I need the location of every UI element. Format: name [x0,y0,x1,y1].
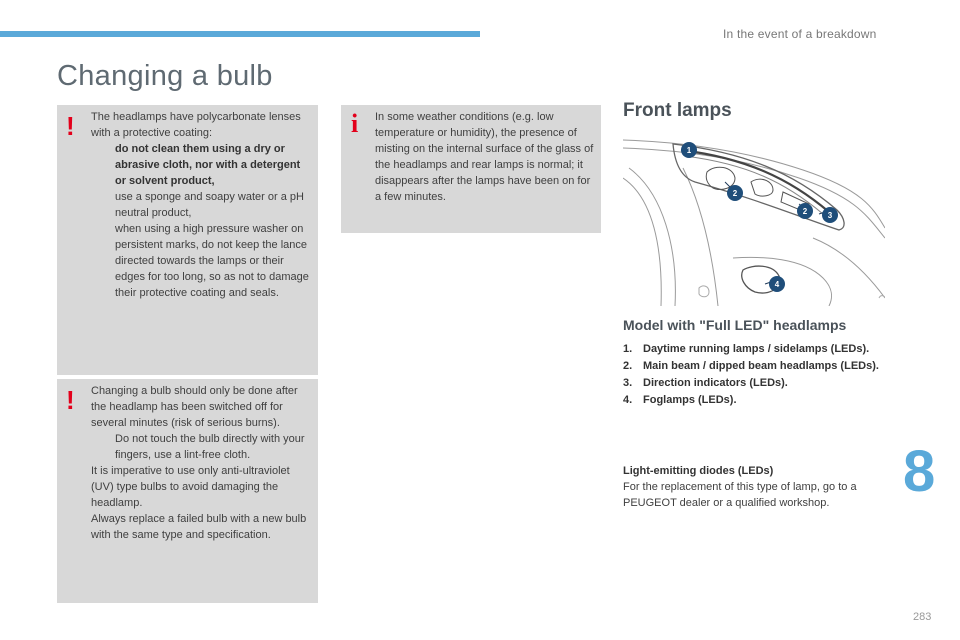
legend-number: 4. [623,394,633,406]
info-icon: i [351,109,359,138]
legend-item [623,392,885,408]
warning-box-polycarbonate [57,105,318,375]
info-box-content [375,109,595,205]
bullet-text: use a sponge and soapy water or a pH neutral product, [115,191,304,219]
bullet-text: when using a high pressure washer on persistent marks, do not keep the lance directed towards the lamps or their edges for too long, so as not to damage their protective coating and seals. [115,223,309,299]
running-header: In the event of a breakdown [723,27,877,41]
warning-intro: The headlamps have polycarbonate lenses with a protective coating: [91,111,301,139]
bullet-text: Do not touch the bulb directly with your fingers, use a lint-free cloth. [115,433,305,461]
top-accent-bar [0,31,480,37]
warning-icon: ! [66,111,75,141]
legend-label: Foglamps (LEDs). [643,394,737,406]
callout-1: 1 [686,146,692,155]
headlamp-illustration [623,138,885,306]
section-title-front-lamps: Front lamps [623,100,732,121]
warning-paragraph: Changing a bulb should only be done after the headlamp has been switched off for several minutes (risk of serious burns). [91,385,298,429]
bullet-item [91,221,312,301]
legend-item [623,358,885,374]
legend-number: 2. [623,360,633,372]
legend-item [623,341,885,357]
legend-label: Daytime running lamps / sidelamps (LEDs). [643,343,870,355]
info-box-misting [341,105,601,233]
warning-icon: ! [66,385,75,415]
legend-number: 3. [623,377,633,389]
callout-3: 3 [827,211,833,220]
legend-item [623,375,885,391]
warning-paragraph: Always replace a failed bulb with a new bulb with the same type and specification. [91,513,307,541]
led-note-text: For the replacement of this type of lamp, go to a PEUGEOT dealer or a qualified workshop. [623,481,857,509]
bullet-item [91,141,312,189]
legend-label: Main beam / dipped beam headlamps (LEDs). [643,360,879,372]
page-number: 283 [913,611,932,623]
bullet-item [91,189,312,221]
chapter-number: 8 [903,439,936,504]
page-title: Changing a bulb [57,60,273,92]
lamp-legend-list [623,341,885,409]
warning-box-bulb-changing [57,379,318,603]
info-text: In some weather conditions (e.g. low temperature or humidity), the presence of misting on the internal surface of the glass of the headlamps and rear lamps is normal; it disappears after the lamps have been on for a few minutes. [375,111,594,203]
legend-number: 1. [623,343,633,355]
callout-4: 4 [774,280,780,289]
legend-label: Direction indicators (LEDs). [643,377,788,389]
bullet-text: do not clean them using a dry or abrasive cloth, nor with a detergent or solvent product, [115,143,301,187]
subsection-title-full-led: Model with "Full LED" headlamps [623,317,847,333]
warning-paragraph: It is imperative to use only anti-ultraviolet (UV) type bulbs to avoid damaging the headlamp. [91,465,290,509]
warning-box-content [91,109,312,301]
led-note-title: Light-emitting diodes (LEDs) [623,465,774,477]
callout-2: 2 [732,189,738,198]
warning-box-content [91,383,312,543]
bullet-item [91,431,312,463]
callout-2b: 2 [802,207,808,216]
